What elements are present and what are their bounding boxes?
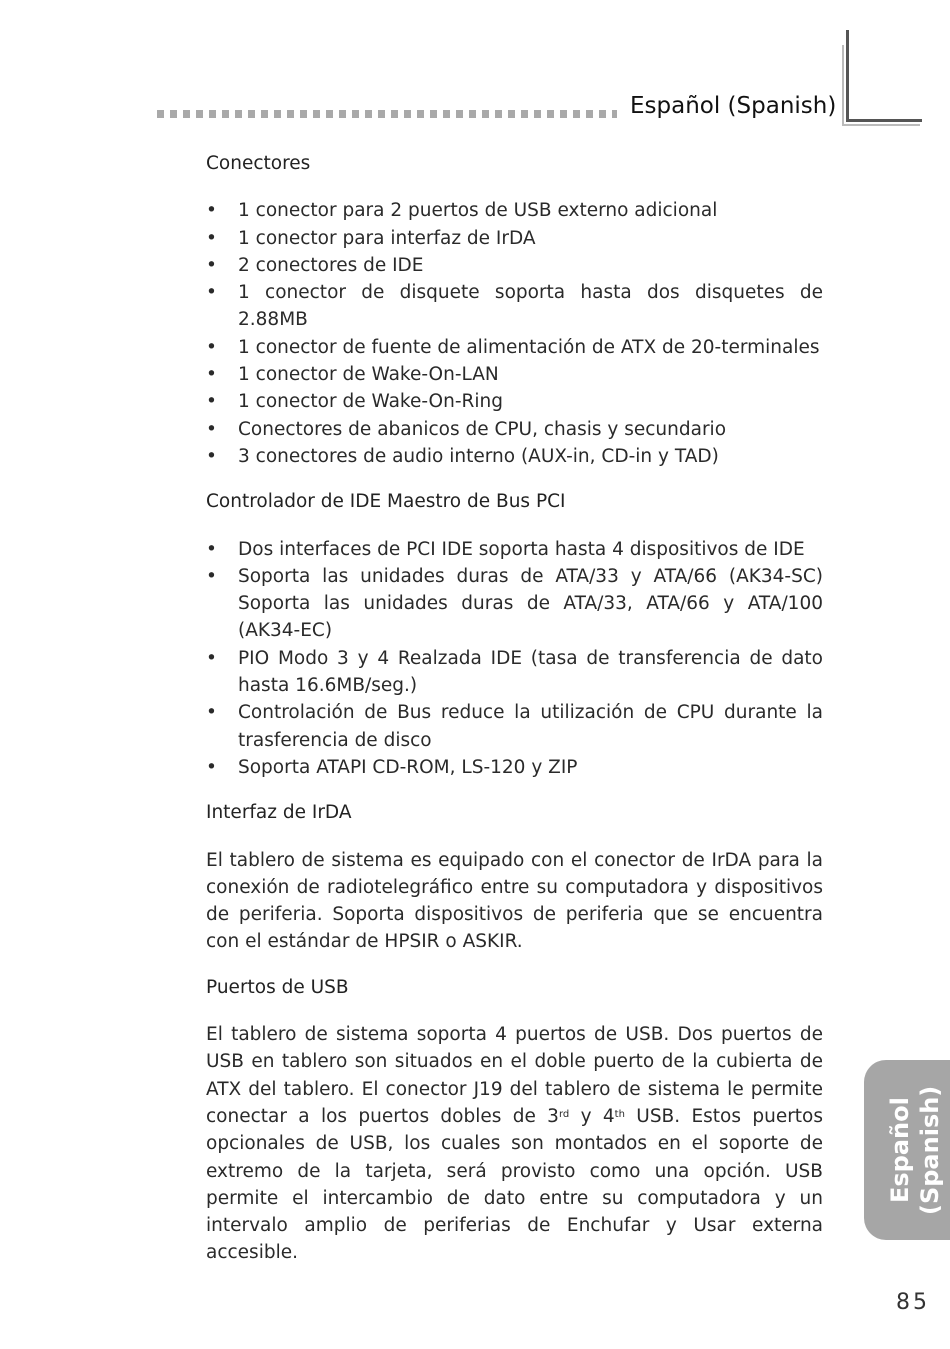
list-item: • 1 conector de disquete soporta hasta dos disquetes de 2.88MB xyxy=(206,279,823,334)
corner-mark-shadow-horizontal xyxy=(842,124,920,126)
corner-mark-vertical xyxy=(846,30,849,122)
list-item: • Soporta ATAPI CD-ROM, LS-120 y ZIP xyxy=(206,754,823,781)
bullet-icon: • xyxy=(206,391,217,413)
bullet-icon: • xyxy=(206,336,217,358)
bullet-icon: • xyxy=(206,445,217,467)
irda-paragraph: El tablero de sistema es equipado con el conector de IrDA para la conexión de radiotelegráfico entre su computadora y dispositivos de periferia. Soporta dispositivos de periferia que se encuentra con el estándar de HPSIR o ASKIR. xyxy=(206,849,823,953)
usb-paragraph: El tablero de sistema soporta 4 puertos de USB. Dos puertos de USB en tablero son situados en el doble puerto de la cubierta de ATX del tablero. El conector J19 del tablero de sistema le permite conectar a los puertos dobles de 3rd y 4th USB. Estos puertos opcionales de USB, los cuales son montados en el soporte de extremo de la tarjeta, será provisto como una opción. USB permite el intercambio de dato entre su computadora y un intervalo amplio de periferias de Enchufar y Usar externa accesible. xyxy=(206,1024,824,1264)
bullet-icon: • xyxy=(206,756,217,778)
list-item: • 1 conector para 2 puertos de USB externo adicional xyxy=(206,197,823,224)
bullet-icon: • xyxy=(206,364,217,386)
list-item: • Conectores de abanicos de CPU, chasis y secundario xyxy=(206,416,823,443)
list-item: • Controlación de Bus reduce la utilización de CPU durante la trasferencia de disco xyxy=(206,699,823,754)
section-heading-irda: Interfaz de IrDA xyxy=(206,802,352,824)
bullet-icon: • xyxy=(206,227,217,249)
header-title: Español (Spanish) xyxy=(630,93,837,119)
page-content xyxy=(206,150,823,1285)
connectors-list xyxy=(206,197,823,470)
page-number: 85 xyxy=(896,1290,930,1315)
corner-mark-shadow-vertical xyxy=(842,45,844,125)
side-tab-label: Español (Spanish) xyxy=(886,1085,944,1215)
section-heading-ide-controller: Controlador de IDE Maestro de Bus PCI xyxy=(206,491,566,513)
ide-controller-list xyxy=(206,536,823,782)
list-item: • 1 conector de Wake-On-LAN xyxy=(206,361,823,388)
list-item: • 1 conector de fuente de alimentación de ATX de 20-terminales xyxy=(206,334,823,361)
bullet-icon: • xyxy=(206,254,217,276)
section-heading-usb: Puertos de USB xyxy=(206,976,349,998)
bullet-icon: • xyxy=(206,418,217,440)
header-dotted-rule xyxy=(157,110,617,118)
bullet-icon: • xyxy=(206,200,217,222)
list-item: • Soporta las unidades duras de ATA/33 y ATA/66 (AK34-SC) Soporta las unidades duras de ATA/33, ATA/66 y ATA/100 (AK34-EC) xyxy=(206,563,823,645)
list-item: • 1 conector para interfaz de IrDA xyxy=(206,225,823,252)
bullet-icon: • xyxy=(206,647,217,669)
list-item: • 3 conectores de audio interno (AUX-in, CD-in y TAD) xyxy=(206,443,823,470)
list-item: • PIO Modo 3 y 4 Realzada IDE (tasa de transferencia de dato hasta 16.6MB/seg.) xyxy=(206,645,823,700)
bullet-icon: • xyxy=(206,565,217,587)
bullet-icon: • xyxy=(206,538,217,560)
bullet-icon: • xyxy=(206,282,217,304)
list-item: • 1 conector de Wake-On-Ring xyxy=(206,388,823,415)
corner-mark-horizontal xyxy=(846,119,922,122)
list-item: • Dos interfaces de PCI IDE soporta hasta 4 dispositivos de IDE xyxy=(206,536,823,563)
section-heading-connectors: Conectores xyxy=(206,153,311,174)
bullet-icon: • xyxy=(206,702,217,724)
list-item: • 2 conectores de IDE xyxy=(206,252,823,279)
